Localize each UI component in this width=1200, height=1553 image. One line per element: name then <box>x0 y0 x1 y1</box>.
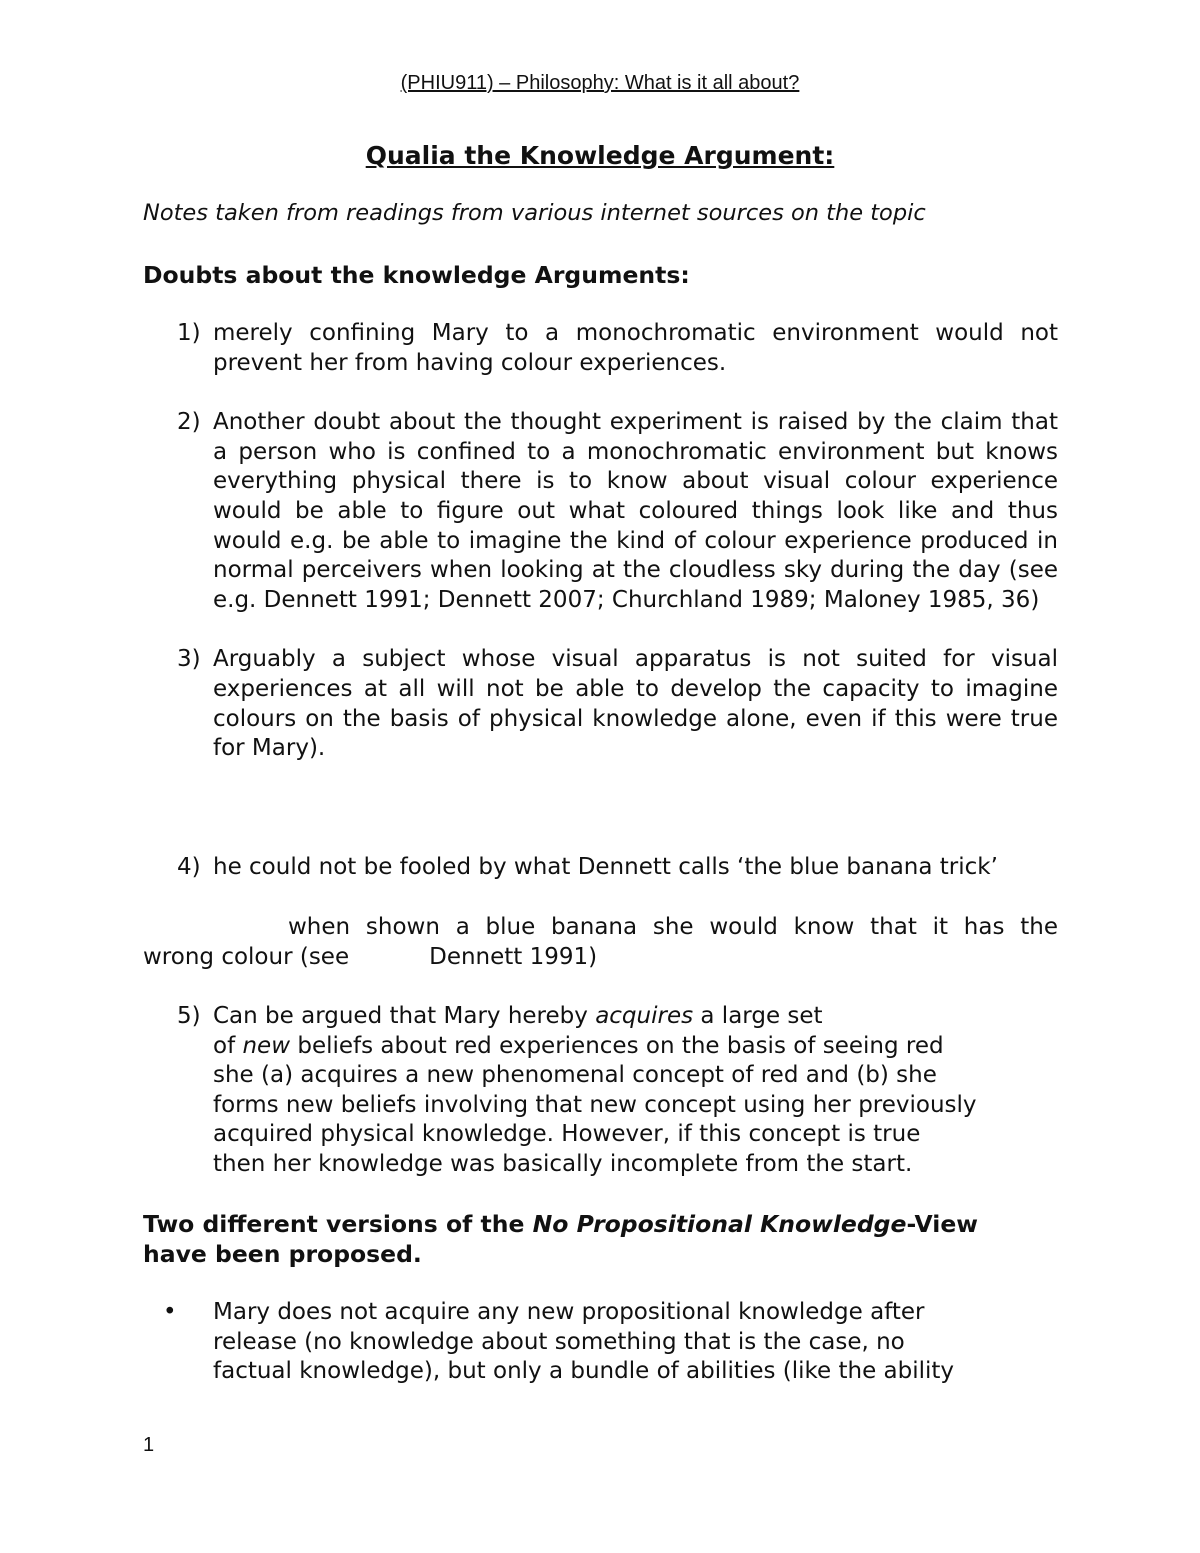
list-item-text: Arguably a subject whose visual apparatus is not suited for visual experiences at all will not be able to develop the capacity to imagine colours on the basis of physical knowledge alone, even if this were true for Mary). <box>213 646 1058 762</box>
list-item-line: she (a) acquires a new phenomenal concept of red and (b) she <box>213 1062 937 1089</box>
bullet-line: release (no knowledge about something that is the case, no <box>213 1328 905 1355</box>
versions-heading-line: have been proposed. <box>143 1240 422 1268</box>
list-item <box>143 1002 1058 1180</box>
versions-heading <box>143 1209 978 1269</box>
text-run: of <box>213 1032 243 1059</box>
list-item-number: 1) <box>177 320 201 346</box>
doubts-list-continued <box>143 853 1058 883</box>
list-item-line <box>213 1002 1058 1032</box>
list-item <box>143 319 1058 378</box>
bullet-line: Mary does not acquire any new propositional knowledge after <box>213 1299 925 1325</box>
emphasis-text: new <box>242 1032 291 1059</box>
list-item-line: forms new beliefs involving that new concept using her previously <box>213 1091 977 1118</box>
list-item-text: he could not be fooled by what Dennett calls ‘the blue banana trick’ <box>213 854 998 880</box>
continuation-line <box>143 943 1058 973</box>
doubts-heading: Doubts about the knowledge Arguments: <box>143 261 690 289</box>
list-item-number: 2) <box>177 409 201 436</box>
document-subtitle: Notes taken from readings from various internet sources on the topic <box>143 200 926 226</box>
course-header: (PHIU911) – Philosophy: What is it all about? <box>400 72 800 94</box>
bullet-line: factual knowledge), but only a bundle of abilities (like the ability <box>213 1358 955 1385</box>
emphasis-text: acquires <box>595 1003 694 1029</box>
list-item <box>143 853 1058 883</box>
list-item-number: 3) <box>177 646 201 673</box>
versions-heading-line <box>143 1209 978 1239</box>
document-title: Qualia the Knowledge Argument: <box>365 141 835 170</box>
text-run: Can be argued that Mary hereby <box>213 1003 596 1029</box>
list-item-line <box>213 1032 1058 1062</box>
page-number: 1 <box>143 1434 155 1456</box>
list-item-number: 5) <box>177 1003 201 1029</box>
bullet-icon: • <box>163 1299 177 1325</box>
text-run: -View <box>906 1210 978 1238</box>
doubts-list-item-5 <box>143 1002 1058 1180</box>
continuation-text: wrong colour (see <box>143 943 350 970</box>
text-run: a large set <box>693 1003 823 1029</box>
item-4-continuation <box>143 913 1058 972</box>
text-run: beliefs about red experiences on the basis of seeing red <box>290 1032 944 1059</box>
list-item-line: then her knowledge was basically incomplete from the start. <box>213 1150 913 1177</box>
list-item <box>143 645 1058 763</box>
continuation-line: when shown a blue banana she would know that it has the <box>288 914 1058 940</box>
list-item-line: acquired physical knowledge. However, if this concept is true <box>213 1121 921 1148</box>
list-item-number: 4) <box>177 854 201 880</box>
emphasis-text: No Propositional Knowledge <box>532 1210 907 1238</box>
list-item <box>143 408 1058 615</box>
doubts-list <box>143 319 1058 764</box>
text-run: Two different versions of the <box>143 1210 533 1238</box>
versions-bullet-list <box>143 1298 1058 1387</box>
list-item-text: merely confining Mary to a monochromatic environment would not prevent her from having colour experiences. <box>213 320 1058 376</box>
list-item-text: Another doubt about the thought experiment is raised by the claim that a person who is confined to a monochromatic environment but knows everything physical there is to know about visual colour experience would be able to figure out what coloured things look like and thus would e.g. be able to imagine the kind of colour experience produced in normal perceivers when looking at the cloudless sky during the day (see e.g. Dennett 1991; Dennett 2007; Churchland 1989; Maloney 1985, 36) <box>213 409 1058 613</box>
continuation-citation: Dennett 1991) <box>429 943 598 970</box>
bullet-item <box>143 1298 1058 1387</box>
